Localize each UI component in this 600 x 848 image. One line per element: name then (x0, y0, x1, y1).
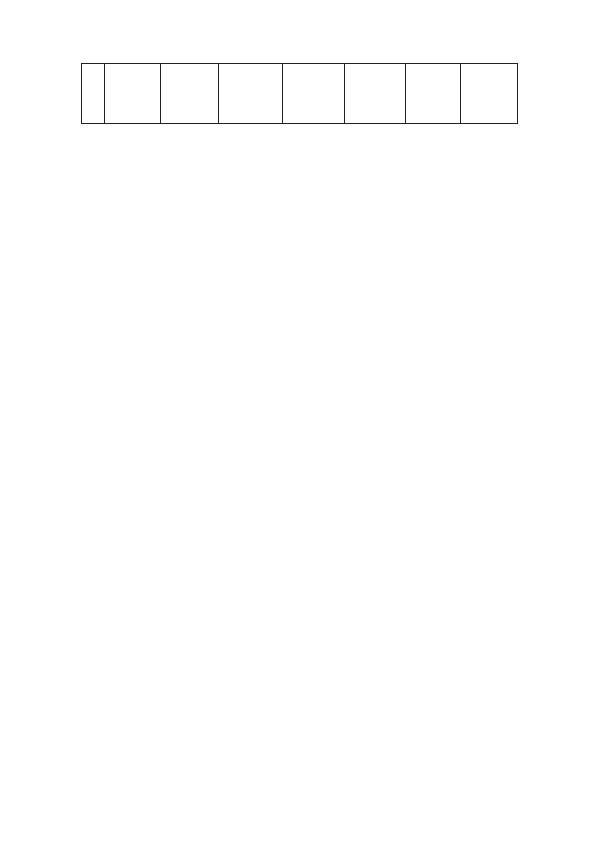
header-reproducibility (461, 64, 518, 124)
header-row (82, 64, 518, 124)
header-compound (105, 64, 161, 124)
header-mean (219, 64, 283, 124)
header-spike (161, 64, 219, 124)
header-within-rsd (283, 64, 345, 124)
header-repeatability (406, 64, 461, 124)
header-seq (82, 64, 105, 124)
precision-table (81, 63, 518, 124)
header-between-rsd (345, 64, 406, 124)
